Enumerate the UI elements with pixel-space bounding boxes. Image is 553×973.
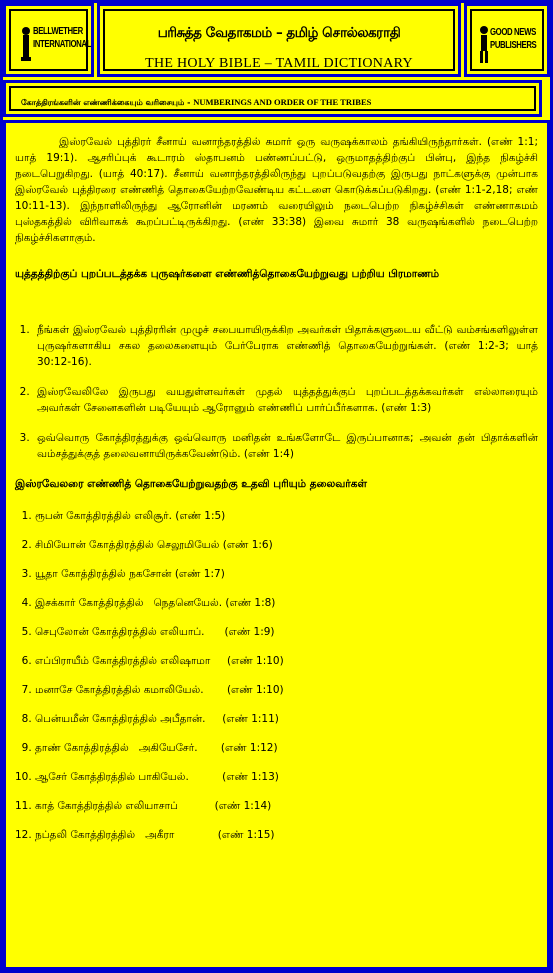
list-item: 10. ஆசேர் கோத்திரத்தில் பாகியேல். (எண் 1:13) xyxy=(35,769,538,798)
subtitle-tamil: கோத்திரங்களின் எண்ணிக்கையும் வரிசையும் - xyxy=(21,98,194,107)
ram-icon xyxy=(20,25,32,65)
list-item: 1. ரூபன் கோத்திரத்தில் எலிசூர். (எண் 1:5) xyxy=(35,508,538,537)
list-item: 3. யூதா கோத்திரத்தில் நகசோன் (எண் 1:7) xyxy=(35,566,538,595)
title-english: THE HOLY BIBLE – TAMIL DICTIONARY xyxy=(145,56,413,71)
list-item: 7. மனாசே கோத்திரத்தில் கமாலியேல். (எண் 1:10) xyxy=(35,682,538,711)
list-item: 1. நீங்கள் இஸ்ரவேல் புத்திரரின் முழுச் சபையாயிருக்கிற அவர்கள் பிதாக்களுடைய வீட்டு வம்சங்களிலுள்ள புருஷர்களாகிய சகல தலைகளையும் பேர்பேராக எண்ணித் தொகையேற்றுங்கள். (எண் 1:2-3; யாத் 30:12-16). xyxy=(33,322,538,370)
list-item: 5. செபுலோன் கோத்திரத்தில் எலியாப். (எண் 1:9) xyxy=(35,624,538,653)
instruction-list xyxy=(15,322,538,462)
good-news-logo xyxy=(464,3,550,77)
intro-paragraph: இஸ்ரவேல் புத்திரர் சீனாய் வனாந்தரத்தில் சுமார் ஒரு வருஷக்காலம் தங்கியிருந்தார்கள். (எண் 1:1; யாத் 19:1). ஆசரிப்புக் கூடாரம் ஸ்தாபனம் பண்ணப்பட்டு, ஒருமாதத்திற்குப் பின்பு, இந்த நிகழ்ச்சி நடைபெறுகிறது. (யாத் 40:17). சீனாய் வனாந்தரத்திலிருந்து புறப்படுவதற்கு இருபது நாட்களுக்கு முன்பாக இஸ்ரவேல் புத்திரரை எண்ணித் தொகையேற்றவேண்டிய கட்டளை கொடுக்கப்படுகிறது. (எண் 1:1-2,18; எண் 10:11-13). இந்நாளிலிருந்து ஆரோனின் மரணம் வரையிலும் நடைபெற்ற நிகழ்ச்சிகள் எண்ணாகமம் புஸ்தகத்தில் விரிவாகக் கூறப்பட்டிருக்கிறது. (எண் 33:38) இவை சுமார் 38 வருஷங்களில் நடைபெற்ற நிகழ்ச்சிகளாகும். xyxy=(15,136,538,244)
list-item: 3. ஒவ்வொரு கோத்திரத்துக்கு ஒவ்வொரு மனிதன் உங்களோடே இருப்பானாக; அவன் தன் பிதாக்களின் வம்சத்துக்குத் தலைவனாயிருக்கவேண்டும். (எண் 1:4) xyxy=(33,430,538,462)
subtitle xyxy=(21,97,371,108)
title-box xyxy=(97,3,461,77)
section-heading: யுத்தத்திற்குப் புறப்படத்தக்க புருஷர்களை எண்ணித்தொகையேற்றுவது பற்றிய பிரமாணம் xyxy=(15,268,440,280)
list-item: 9. தாண் கோத்திரத்தில் அகியேசேர். (எண் 1:12) xyxy=(35,740,538,769)
content-box xyxy=(3,120,550,970)
good-news-logo-text: GOOD NEWS PUBLISHERS xyxy=(490,27,537,51)
section-heading: இஸ்ரவேலரை எண்ணித் தொகையேற்றுவதற்கு உதவி புரியும் தலைவர்கள் xyxy=(15,478,367,490)
list-item: 4. இசக்கார் கோத்திரத்தில் நெதனெயேல். (எண் 1:8) xyxy=(35,595,538,624)
list-item: 6. எப்பிராயீம் கோத்திரத்தில் எலிஷாமா (எண் 1:10) xyxy=(35,653,538,682)
bellwether-logo xyxy=(3,3,94,77)
list-item: 2. சிமியோன் கோத்திரத்தில் செலூமியேல் (எண் 1:6) xyxy=(35,537,538,566)
list-item: 12. நப்தலி கோத்திரத்தில் அகீரா (எண் 1:15) xyxy=(35,827,538,856)
subtitle-box xyxy=(3,80,542,117)
list-item: 2. இஸ்ரவேலிலே இருபது வயதுள்ளவர்கள் முதல் யுத்தத்துக்குப் புறப்படத்தக்கவர்கள் எல்லாரையும் அவர்கள் சேனைகளின் படியேயும் ஆரோனும் எண்ணிப் பார்ப்பீர்களாக. (எண் 1:3) xyxy=(33,384,538,416)
subtitle-english: NUMBERINGS AND ORDER OF THE TRIBES xyxy=(193,97,372,107)
content xyxy=(15,127,538,856)
tribe-leader-list xyxy=(15,508,538,856)
bellwether-logo-text: BELLWETHER INTERNATIONAL xyxy=(33,26,92,50)
list-item: 11. காத் கோத்திரத்தில் எலியாசாப் (எண் 1:14) xyxy=(35,798,538,827)
person-icon xyxy=(478,25,490,65)
title-tamil: பரிசுத்த வேதாகமம் – தமிழ் சொல்லகராதி xyxy=(157,25,401,41)
list-item: 8. பென்யமீன் கோத்திரத்தில் அபீதான். (எண் 1:11) xyxy=(35,711,538,740)
